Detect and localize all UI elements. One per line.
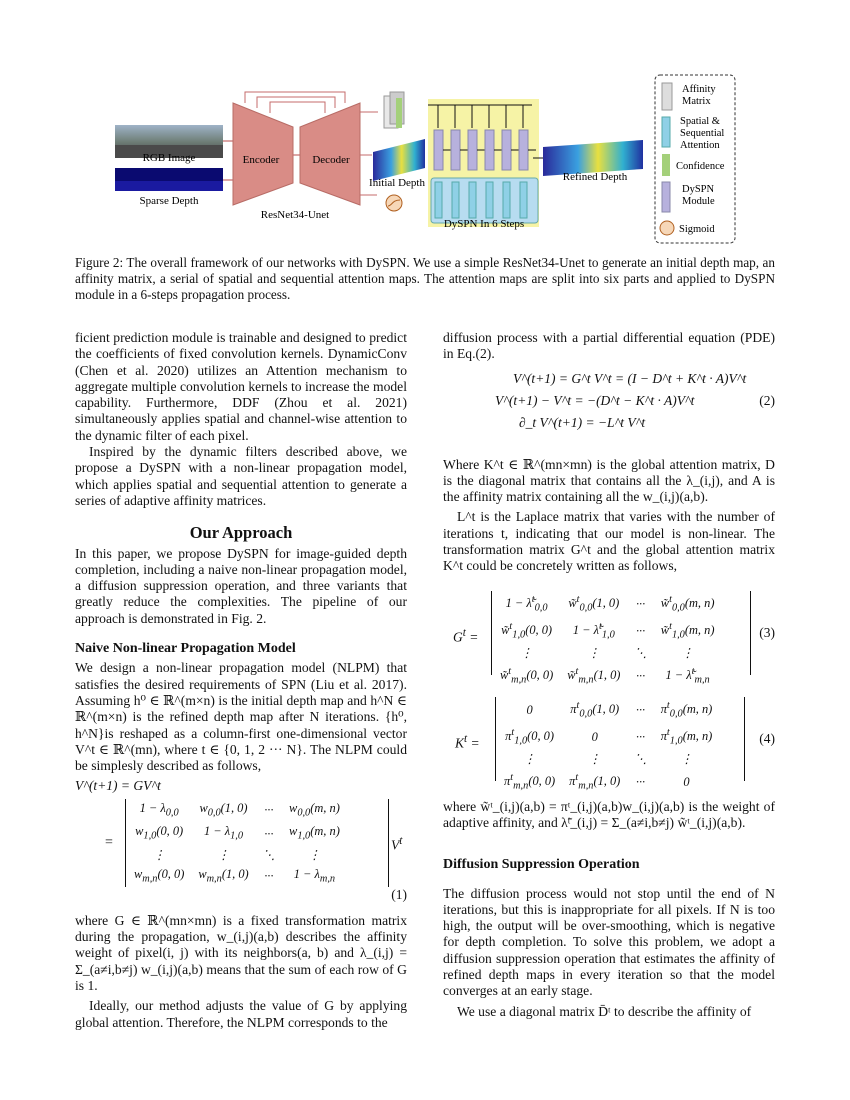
left-para-1: ficient prediction module is trainable and designed to predict the coefficients of fixed convolution kernels. DynamicConv (Chen et al. 2020) utilizes an Attention mechanism to aggregate multiple convolution kernels to increase the model capability. Furthermore, DDF (Zhou et al. 2021) simultaneously applies spatial and channel-wise attention to the dynamic filter of each pixel. (75, 330, 407, 443)
sparse-depth-label: Sparse Depth (139, 195, 199, 207)
left-column (75, 330, 407, 1031)
sigmoid-legend-icon (660, 221, 674, 235)
confidence-legend-icon (662, 154, 670, 176)
sigmoid-node (386, 195, 402, 211)
dyspn-module (502, 130, 511, 170)
attention-map (486, 182, 493, 218)
affinity-matrix-legend-icon (662, 83, 672, 110)
dyspn-module (519, 130, 528, 170)
equation-2-number: (2) (759, 392, 775, 408)
svg-text:DySPNModule (682, 184, 715, 207)
left-para-3: In this paper, we propose DySPN for image-guided depth completion, including a naive non-linear propagation model, a diffusion suppression operation, and three variants that greatly reduce the complexities. The pipeline of our approach is demonstrated in Fig. 2. (75, 545, 407, 626)
dyspn-6-steps-label: DySPN In 6 Steps (443, 218, 525, 230)
legend-affinity-line2: Matrix (682, 96, 711, 107)
right-para-2: Where K^t ∈ ℝ^(mn×mn) is the global attention matrix, D is the diagonal matrix that contains all the λ_(i,j), and A is the affinity matrix containing all the w_(i,j)(a,b). (443, 456, 775, 505)
dyspn-module (468, 130, 477, 170)
left-para-6: Ideally, our method adjusts the value of G by applying global attention. Therefore, the NLPM corresponds to the (75, 998, 407, 1030)
right-para-3: L^t is the Laplace matrix that varies with the number of iterations t, indicating that our model is non-linear. The transformation matrix G^t and the global attention matrix K^t could be concretely written as follows, (443, 509, 775, 574)
dyspn-module (434, 130, 443, 170)
equation-2-line-1: V^(t+1) = G^t V^t = (I − D^t + K^t · A)V^t (513, 370, 747, 386)
legend-attention-line3: Attention (680, 140, 720, 151)
legend-module-line2: Module (682, 196, 715, 207)
initial-depth-map (373, 139, 425, 181)
encoder-label: Encoder (242, 154, 280, 166)
equation-2 (443, 371, 775, 451)
equation-3-number: (3) (759, 624, 775, 640)
equation-2-line-2: V^(t+1) − V^t = −(D^t − K^t · A)V^t (495, 392, 695, 408)
dyspn-module (451, 130, 460, 170)
right-para-1: diffusion process with a partial differential equation (PDE) in Eq.(2). (443, 330, 775, 362)
refined-depth-label: Refined Depth (562, 171, 628, 183)
unet-label: ResNet34-Unet (260, 209, 330, 221)
right-para-6: We use a diagonal matrix D̄ᵗ to describe the affinity of (457, 1003, 752, 1019)
legend-sigmoid: Sigmoid (679, 224, 715, 235)
left-para-2: Inspired by the dynamic filters described above, we propose a DySPN with a non-linear propagation model, which applies spatial and sequential attention to generate a series of adaptive affinity matrices. (75, 444, 407, 508)
attention-map (435, 182, 442, 218)
dyspn-module (485, 130, 494, 170)
figure-caption: Figure 2: The overall framework of our networks with DySPN. We use a simple ResNet34-Unet to generate an initial depth map, an affinity matrix, a serial of spatial and sequential attention maps. The attention maps are split into six parts and applied to DySPN module in a 6-steps propagation process. (75, 255, 775, 302)
equation-4: $K^t$ = 0 $\pi^t_{0,0}(1$, 0) ··· $\pi^t_{0,0}(m$, n) $\pi^t_{1,0}(0$, 0) 0 ··· $\pi^t_{1,0}(m$, n) ⋮ ⋮ ⋱ ⋮ $\pi^t_{m,n}(0$, 0) $\pi^t_{m,n}(1$, 0) ··· 0 (4) (443, 697, 775, 785)
legend-module-line1: DySPN (682, 184, 715, 195)
subsection-nlpm: Naive Non-linear Propagation Model (75, 641, 296, 657)
legend-confidence: Confidence (676, 161, 725, 172)
rgb-image-label: RGB Image (142, 152, 196, 164)
attention-map (520, 182, 527, 218)
left-para-4: We design a non-linear propagation model (NLPM) that satisfies the desired requirements of SPN (Liu et al. 2017). Assuming h⁰ ∈ ℝ^(m×n) is the initial depth map and h^N ∈ ℝ^(m×n) is the refined depth map after N iterations. {h⁰, h^N}is reshaped as a column-first one-dimensional vector V^t ∈ ℝ^(mn), where t ∈ {0, 1, 2 ··· N}. The NLPM could be simplesly described as follows, (75, 660, 407, 774)
equation-3: $G^t$ = 1 − λ̃$^t_{0,0}$ w̃$^t_{0,0}$(1, 0) ··· w̃$^t_{0,0}$(m, n) w̃$^t_{1,0}$(0, 0) 1 − λ̃$^t_{1,0}$ ··· w̃$^t_{1,0}$(m, n) ⋮ ⋮ ⋱ ⋮ w̃$^t_{m,n}$(0, 0) w̃$^t_{m,n}$(1, 0) ··· 1 − λ̃$^t_{m,n}$ (3) (443, 591, 775, 679)
svg-text:Spatial &SequentialAttention (680, 116, 724, 151)
equation-4-number: (4) (759, 730, 775, 746)
legend-attention-line2: Sequential (680, 128, 725, 139)
right-para-5: The diffusion process would not stop until the end of N iterations, but this is inappropriate for all pixels. If N is too high, the output will be over-smoothing, which is negative for depth completion. To solve this problem, we adopt a diffusion suppression operation that estimates the affinity of refined depth maps in every iteration so that the model converges at an early stage. (443, 885, 775, 999)
equation-1-matrix: = $1 - \lambda_{0,0}$ $w_{0,0}(1$, 0) ··· $w_{0,0}(m$, n) $w_{1,0}(0$, 0) $1 - \lambda_{1,0}$ ··· $w_{1,0}(m$, n) ⋮ ⋮ ⋱ ⋮ $w_{m,n}(0$, 0) $w_{m,n}(1$, 0) ··· $1 - \lambda_{m,n}$ $V^t$ (1) (105, 800, 407, 902)
legend-attention-line1: Spatial & (680, 116, 720, 127)
dyspn-module-legend-icon (662, 182, 670, 212)
attention-map (452, 182, 459, 218)
attention-map (469, 182, 476, 218)
left-para-5: where G ∈ ℝ^(mn×mn) is a fixed transformation matrix during the propagation, w_(i,j)(a,b) describes the affinity weight of pixel(i, j) with its neighbors(a, b) and λ_(i,j) = Σ_(a≠i,b≠j) w_(i,j)(a,b) means that the sum of each row of G is 1. (75, 912, 407, 993)
equation-1-number: (1) (391, 886, 407, 902)
equation-2-line-3: ∂_t V^(t+1) = −L^t V^t (519, 414, 646, 430)
right-column (443, 330, 775, 1020)
legend-affinity-line1: Affinity (682, 84, 716, 95)
attention-map (503, 182, 510, 218)
framework-figure (0, 0, 850, 250)
section-our-approach: Our Approach (189, 523, 293, 543)
equation-1-top: V^(t+1) = GV^t (75, 778, 161, 794)
attention-legend-icon (662, 117, 670, 147)
subsection-diffusion-suppression: Diffusion Suppression Operation (443, 857, 640, 873)
initial-depth-label: Initial Depth (369, 177, 425, 189)
decoder-label: Decoder (312, 154, 350, 166)
right-para-4: where w̃ᵗ_(i,j)(a,b) = πᵗ_(i,j)(a,b)w_(i,j)(a,b) is the weight of adaptive affinity, and λ̃ᵗ_(i,j) = Σ_(a≠i,b≠j) w̃ᵗ_(i,j)(a,b). (443, 798, 775, 830)
